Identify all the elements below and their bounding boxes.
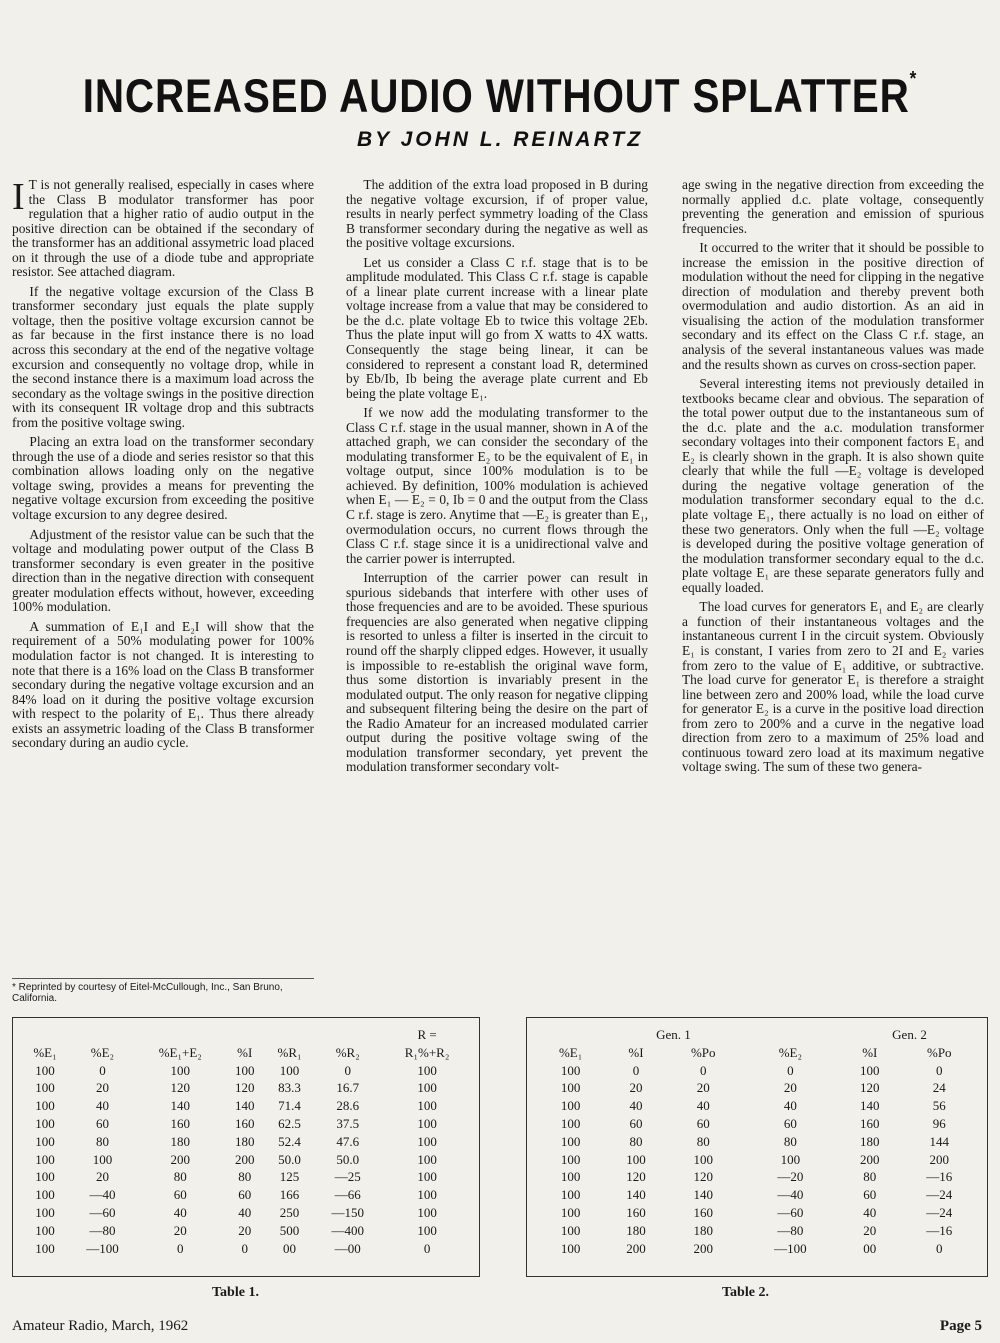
table-cell: 50.0 <box>336 1151 360 1167</box>
table-cell: 56 <box>932 1098 946 1114</box>
table-row <box>21 1186 473 1204</box>
table-2-gen2-header: Gen. 2 <box>892 1027 927 1042</box>
table-cell: —150 <box>331 1204 364 1220</box>
column-header: %E₁ <box>558 1044 583 1060</box>
table-cell: —40 <box>89 1187 116 1203</box>
table-2-gen1-header: Gen. 1 <box>656 1027 691 1042</box>
table-cell: 200 <box>234 1151 255 1167</box>
table-cell: —16 <box>926 1222 953 1238</box>
column-header: %E₂ <box>90 1044 115 1060</box>
table-cell: 160 <box>234 1115 255 1131</box>
table-cell: 50.0 <box>278 1151 301 1167</box>
table-cell: 0 <box>699 1062 707 1078</box>
table-cell: 100 <box>35 1187 55 1203</box>
table-cell: 160 <box>626 1204 646 1220</box>
paragraph: If we now add the modulating transformer to the Class C r.f. stage in the usual manner, shown in A of the attached graph, we can consider the secondary of the modulating transformer E₂ to be the equivalent of E₁ in voltage output, since 100% modulation is to be achieved. By definition, 100% modulation is achieved when E₁ — E₂ = 0, Ib = 0 and the output from the Class C r.f. stage is zero. Anytime that —E₂ is greater than E₁, overmodulation occurs, no current flows through the Class C r.f. stage since it is a unidirectional valve and the carrier power is interrupted. <box>346 405 648 566</box>
table-cell: 100 <box>417 1151 437 1167</box>
table-cell: 24 <box>932 1080 946 1096</box>
table-cell: 200 <box>693 1240 713 1256</box>
table-cell: —40 <box>777 1187 804 1203</box>
table-cell: 100 <box>560 1151 581 1167</box>
table-cell: 140 <box>693 1187 713 1203</box>
table-cell: 100 <box>35 1133 55 1149</box>
table-cell: 20 <box>238 1222 252 1238</box>
table-cell: 20 <box>95 1169 109 1185</box>
table-cell: 100 <box>693 1151 713 1167</box>
paragraph: age swing in the negative direction from exceeding the normally applied d.c. plate voltage, consequently preventing the generation and emission of spurious frequencies. <box>682 177 984 236</box>
table-row <box>21 1133 473 1151</box>
table-row <box>535 1240 979 1258</box>
table-cell: —100 <box>774 1240 807 1256</box>
table-cell: 200 <box>929 1151 950 1167</box>
table-cell: 20 <box>173 1222 187 1238</box>
drop-cap: I <box>12 176 25 218</box>
article-column-2 <box>346 178 648 780</box>
table-cell: 100 <box>35 1115 55 1131</box>
table-cell: —66 <box>334 1187 361 1203</box>
table-cell: 180 <box>170 1133 191 1149</box>
table-cell: 100 <box>560 1169 581 1185</box>
table-cell: 60 <box>783 1115 797 1131</box>
table-row <box>21 1115 473 1133</box>
table-cell: 80 <box>238 1169 252 1185</box>
table-cell: 0 <box>99 1062 106 1078</box>
publication-footer: Amateur Radio, March, 1962 <box>12 1318 189 1334</box>
table-cell: 200 <box>860 1151 880 1167</box>
table-cell: —100 <box>86 1240 119 1256</box>
table-cell: 100 <box>417 1098 437 1114</box>
table-cell: 100 <box>417 1222 437 1238</box>
table-cell: 60 <box>173 1187 187 1203</box>
table-cell: 0 <box>936 1240 943 1256</box>
table-cell: 100 <box>170 1062 191 1078</box>
table-cell: 100 <box>560 1062 581 1078</box>
paragraph: Let us consider a Class C r.f. stage that is to be amplitude modulated. This Class C r.f. stage is capable of a linear plate current increase with a linear plate voltage increase from a value that may be considered to be the d.c. plate voltage Eb to twice this voltage 2Eb. Thus the plate input will go from X watts to 4X watts. Consequently the stage being linear, it can be considered to represent a constant load R, determined by Eb/Ib, Ib being the average plate current and Eb being the plate voltage E₁. <box>346 254 648 401</box>
table-cell: 100 <box>92 1151 113 1167</box>
table-1-caption: Table 1. <box>212 1285 259 1300</box>
table-cell: 100 <box>35 1098 55 1114</box>
table-cell: 100 <box>35 1169 55 1185</box>
paragraph: Adjustment of the resistor value can be such that the voltage and modulating power output of the Class B transformer secondary is even greater in the positive direction than in the negative direction with consequent greater modulation effects without, however, exceeding 100% modulation. <box>12 526 314 615</box>
table-cell: 100 <box>35 1151 55 1167</box>
table-cell: 60 <box>696 1115 710 1131</box>
table-row <box>21 1079 473 1097</box>
table-row <box>21 1097 473 1115</box>
article-column-1 <box>12 178 314 756</box>
table-cell: 00 <box>863 1240 877 1256</box>
table-cell: 200 <box>170 1151 191 1167</box>
table-cell: 100 <box>417 1062 437 1078</box>
paragraph: If the negative voltage excursion of the Class B transformer secondary just equals the plate supply voltage, then the positive voltage excursion cannot be as far because in the first instance there is no load across this secondary at the end of the negative voltage excursion and consequently no voltage drop, while in the second instance there is a maximum load across the secondary as the voltage swings in the positive direction with its consequent IR voltage drop and this subtracts from the positive voltage swing. <box>12 283 314 430</box>
table-cell: 20 <box>629 1080 643 1096</box>
table-cell: 40 <box>95 1098 109 1114</box>
table-cell: —400 <box>331 1222 364 1238</box>
table-cell: —60 <box>89 1204 116 1220</box>
table-cell: 125 <box>279 1169 300 1185</box>
table-row <box>21 1240 473 1258</box>
table-cell: 160 <box>170 1115 191 1131</box>
table-cell: 28.6 <box>336 1098 360 1114</box>
table-row <box>535 1186 979 1204</box>
article-column-3 <box>682 178 984 780</box>
table-row <box>21 1168 473 1186</box>
table-row <box>535 1222 979 1240</box>
column-header: %R₂ <box>335 1044 360 1060</box>
column-header: %I <box>237 1044 253 1060</box>
table-cell: 120 <box>626 1169 646 1185</box>
table-cell: 80 <box>173 1169 187 1185</box>
paragraph: I T is not generally realised, especially in cases where the Class B modulator transformer has poor regulation that a higher ratio of audio output in the positive direction can be obtained if the secondary of the transformer has an additional assymetric load placed on it through the use of a diode tube and appropriate resistor. See attached diagram. <box>12 176 314 280</box>
column-header: %E₂ <box>778 1044 803 1060</box>
table-cell: 140 <box>626 1187 646 1203</box>
table-cell: 200 <box>626 1240 646 1256</box>
table-cell: 160 <box>693 1204 713 1220</box>
table-row <box>535 1115 979 1133</box>
table-cell: 100 <box>560 1115 581 1131</box>
table-cell: 100 <box>279 1062 300 1078</box>
table-cell: 100 <box>35 1080 55 1096</box>
table-cell: —00 <box>334 1240 361 1256</box>
table-cell: 40 <box>783 1098 797 1114</box>
table-cell: 100 <box>780 1151 801 1167</box>
table-cell: 60 <box>629 1115 643 1131</box>
article-byline: BY JOHN L. REINARTZ <box>356 128 644 151</box>
column-header: %I <box>628 1044 644 1060</box>
table-cell: 100 <box>234 1062 255 1078</box>
table-2-frame <box>526 1017 988 1277</box>
table-cell: 100 <box>417 1187 437 1203</box>
table-row <box>535 1133 979 1151</box>
table-cell: 100 <box>560 1080 581 1096</box>
table-2-caption: Table 2. <box>722 1285 769 1300</box>
table-cell: 20 <box>863 1222 877 1238</box>
table-cell: 140 <box>234 1098 255 1114</box>
table-row <box>535 1151 979 1169</box>
table-cell: 20 <box>783 1080 797 1096</box>
table-cell: 40 <box>863 1204 877 1220</box>
table-cell: 180 <box>234 1133 255 1149</box>
table-cell: 120 <box>860 1080 880 1096</box>
table-cell: 100 <box>560 1098 581 1114</box>
column-header: %I <box>862 1044 878 1060</box>
table-cell: 60 <box>863 1187 877 1203</box>
table-cell: 100 <box>417 1169 437 1185</box>
table-cell: 180 <box>860 1133 880 1149</box>
table-cell: 100 <box>417 1115 437 1131</box>
table-cell: 100 <box>560 1240 581 1256</box>
table-cell: 80 <box>783 1133 797 1149</box>
table-cell: 0 <box>177 1240 184 1256</box>
column-header: %E₁ <box>33 1044 57 1060</box>
table-cell: 0 <box>632 1062 640 1078</box>
table-cell: 100 <box>560 1187 581 1203</box>
table-cell: 144 <box>929 1133 950 1149</box>
table-cell: 180 <box>626 1222 646 1238</box>
table-row <box>535 1062 979 1080</box>
table-cell: 100 <box>626 1151 646 1167</box>
paragraph: The addition of the extra load proposed in B during the negative voltage excursion, if of proper value, results in nearly perfect symmetry loading of the Class B transformer secondary during the negative as well as the positive voltage excursions. <box>346 177 648 251</box>
table-row <box>21 1151 473 1169</box>
table-cell: —25 <box>334 1169 361 1185</box>
table-cell: —16 <box>926 1169 953 1185</box>
table-cell: 40 <box>173 1204 187 1220</box>
table-cell: 00 <box>283 1240 297 1256</box>
table-cell: 40 <box>238 1204 252 1220</box>
table-cell: 100 <box>417 1204 437 1220</box>
table-cell: 83.3 <box>278 1080 301 1096</box>
table-cell: 100 <box>560 1222 581 1238</box>
table-cell: 80 <box>863 1169 877 1185</box>
paragraph: It occurred to the writer that it should be possible to increase the emission in the positive direction of modulation without the need for clipping in the negative direction of modulation and thereby prevent both overmodulation and audio distortion. As an aid in visualising the action of the modulation transformer secondary and its effect on the Class C r.f. stage, an analysis of the several instantaneous values was made and the results shown as curves on cross-section paper. <box>682 240 984 372</box>
table-cell: 80 <box>95 1133 109 1149</box>
page-number: Page 5 <box>939 1318 982 1334</box>
table-cell: 100 <box>560 1204 581 1220</box>
paragraph: A summation of E₁I and E₂I will show that the requirement of a 50% modulating power for 100% modulation factor is not changed. It is interesting to note that there is a 16% load on the Class B transformer secondary during the negative voltage excursion and an 84% load on it during the positive voltage excursion with respect to the polarity of E₁. Thus there already exists an assymetric loading of the Class B transformer secondary during an audio cycle. <box>12 618 314 751</box>
title-footnote-mark: * <box>909 68 918 90</box>
table-cell: 180 <box>693 1222 713 1238</box>
table-1-frame <box>12 1017 480 1277</box>
table-cell: 62.5 <box>278 1115 301 1131</box>
table-cell: 166 <box>279 1187 300 1203</box>
table-cell: 120 <box>693 1169 713 1185</box>
paragraph: Placing an extra load on the transformer secondary through the use of a diode and series resistor so that this combination allows loading only on the negative voltage swing, provides a means for preventing the negative voltage excursion from exceeding the positive voltage excursion to any degree desired. <box>12 434 314 523</box>
table-cell: 100 <box>417 1133 437 1149</box>
table-cell: —20 <box>777 1169 804 1185</box>
table-cell: 100 <box>35 1222 55 1238</box>
table-cell: 80 <box>629 1133 643 1149</box>
table-cell: 60 <box>95 1115 109 1131</box>
table-row <box>535 1204 979 1222</box>
table-row <box>21 1222 473 1240</box>
paragraph: Interruption of the carrier power can result in spurious sidebands that interfere with other uses of those frequencies and are to be avoided. These spurious frequencies are also generated when negative clipping is resorted to unless a filter is inserted in the circuit to round off the sharply clipped edges. However, it usually is impossible to re-establish the original wave form, thus some distortion is invariably present in the modulated output. The only reason for negative clipping and subsequent filtering being the desire on the part of the Radio Amateur for an increased modulated carrier output during the positive voltage swing of the modulation transformer secondary, yet prevent the modulation transformer secondary volt- <box>346 570 648 775</box>
table-cell: 100 <box>35 1062 55 1078</box>
table-cell: 20 <box>95 1080 109 1096</box>
table-2 <box>535 1026 979 1257</box>
reprint-footnote: * Reprinted by courtesy of Eitel-McCullough, Inc., San Bruno, California. <box>12 978 314 1004</box>
table-cell: 100 <box>417 1080 437 1096</box>
table-row <box>535 1097 979 1115</box>
table-cell: 71.4 <box>278 1098 301 1114</box>
table-row <box>21 1062 473 1080</box>
column-header: %Po <box>690 1044 716 1060</box>
table-1-r-header: R = <box>417 1027 437 1042</box>
article-title: INCREASED AUDIO WITHOUT SPLATTER* <box>82 68 918 122</box>
table-cell: 120 <box>234 1080 255 1096</box>
table-cell: 100 <box>35 1204 55 1220</box>
table-cell: 20 <box>696 1080 710 1096</box>
table-cell: 140 <box>860 1098 880 1114</box>
table-cell: 160 <box>860 1115 880 1131</box>
table-cell: 80 <box>696 1133 710 1149</box>
table-cell: 47.6 <box>336 1133 360 1149</box>
table-cell: —60 <box>777 1204 804 1220</box>
table-cell: 120 <box>170 1080 191 1096</box>
table-cell: 250 <box>279 1204 300 1220</box>
table-cell: 37.5 <box>336 1115 360 1131</box>
table-cell: 60 <box>238 1187 252 1203</box>
table-cell: 140 <box>170 1098 191 1114</box>
table-row <box>535 1079 979 1097</box>
column-header: %Po <box>926 1044 952 1060</box>
table-cell: 100 <box>860 1062 880 1078</box>
column-header: %E₁+E₂ <box>158 1044 202 1060</box>
table-cell: 0 <box>241 1240 248 1256</box>
table-cell: —24 <box>926 1187 953 1203</box>
table-cell: —24 <box>926 1204 953 1220</box>
column-header: R₁%+R₂ <box>404 1044 450 1060</box>
table-cell: —80 <box>89 1222 116 1238</box>
table-cell: 16.7 <box>336 1080 360 1096</box>
table-cell: —80 <box>777 1222 804 1238</box>
table-cell: 40 <box>696 1098 710 1114</box>
paragraph: The load curves for generators E₁ and E₂ are clearly a function of their instantaneous voltages and the instantaneous current I in the circuit system. Obviously E₁ is constant, I varies from zero to 2I and E₂ varies from zero to the value of E₁ additive, or subtractive. The load curve for generator E₁ is therefore a straight line between zero and 200% load, while the load curve for generator E₂ is a curve in the positive load direction from zero to 200% and a curve in the negative load direction from zero to a maximum of 25% load and continuous toward zero load at its maximum negative voltage swing. The sum of these two genera- <box>682 599 984 775</box>
paragraph: Several interesting items not previously detailed in textbooks became clear and obvious. The separation of the total power output due to the instantaneous sum of the d.c. plate and the a.c. modulation transformer secondary voltages into their component factors E₁ and E₂ is clearly shown in the graph. It is also shown quite clearly that while the full —E₂ voltage is developed during the negative voltage generation of the modulation transformer secondary equal to the d.c. plate voltage E₁, there actually is no load on either of these two generators. Only when the full —E₂ voltage is developed during the positive voltage generation of the modulation transformer secondary equal to the d.c. plate voltage E₁ are these separate generators fully and equally loaded. <box>682 376 984 595</box>
table-1 <box>21 1026 473 1257</box>
column-header: %R₁ <box>277 1044 302 1060</box>
table-row <box>535 1168 979 1186</box>
table-cell: 100 <box>35 1240 55 1256</box>
table-cell: 0 <box>936 1062 943 1078</box>
table-cell: 0 <box>344 1062 351 1078</box>
table-cell: 40 <box>629 1098 643 1114</box>
table-cell: 96 <box>932 1115 946 1131</box>
table-row <box>21 1204 473 1222</box>
table-cell: 0 <box>787 1062 794 1078</box>
table-cell: 100 <box>560 1133 581 1149</box>
table-cell: 500 <box>279 1222 300 1238</box>
table-cell: 52.4 <box>278 1133 301 1149</box>
table-cell: 0 <box>423 1240 431 1256</box>
